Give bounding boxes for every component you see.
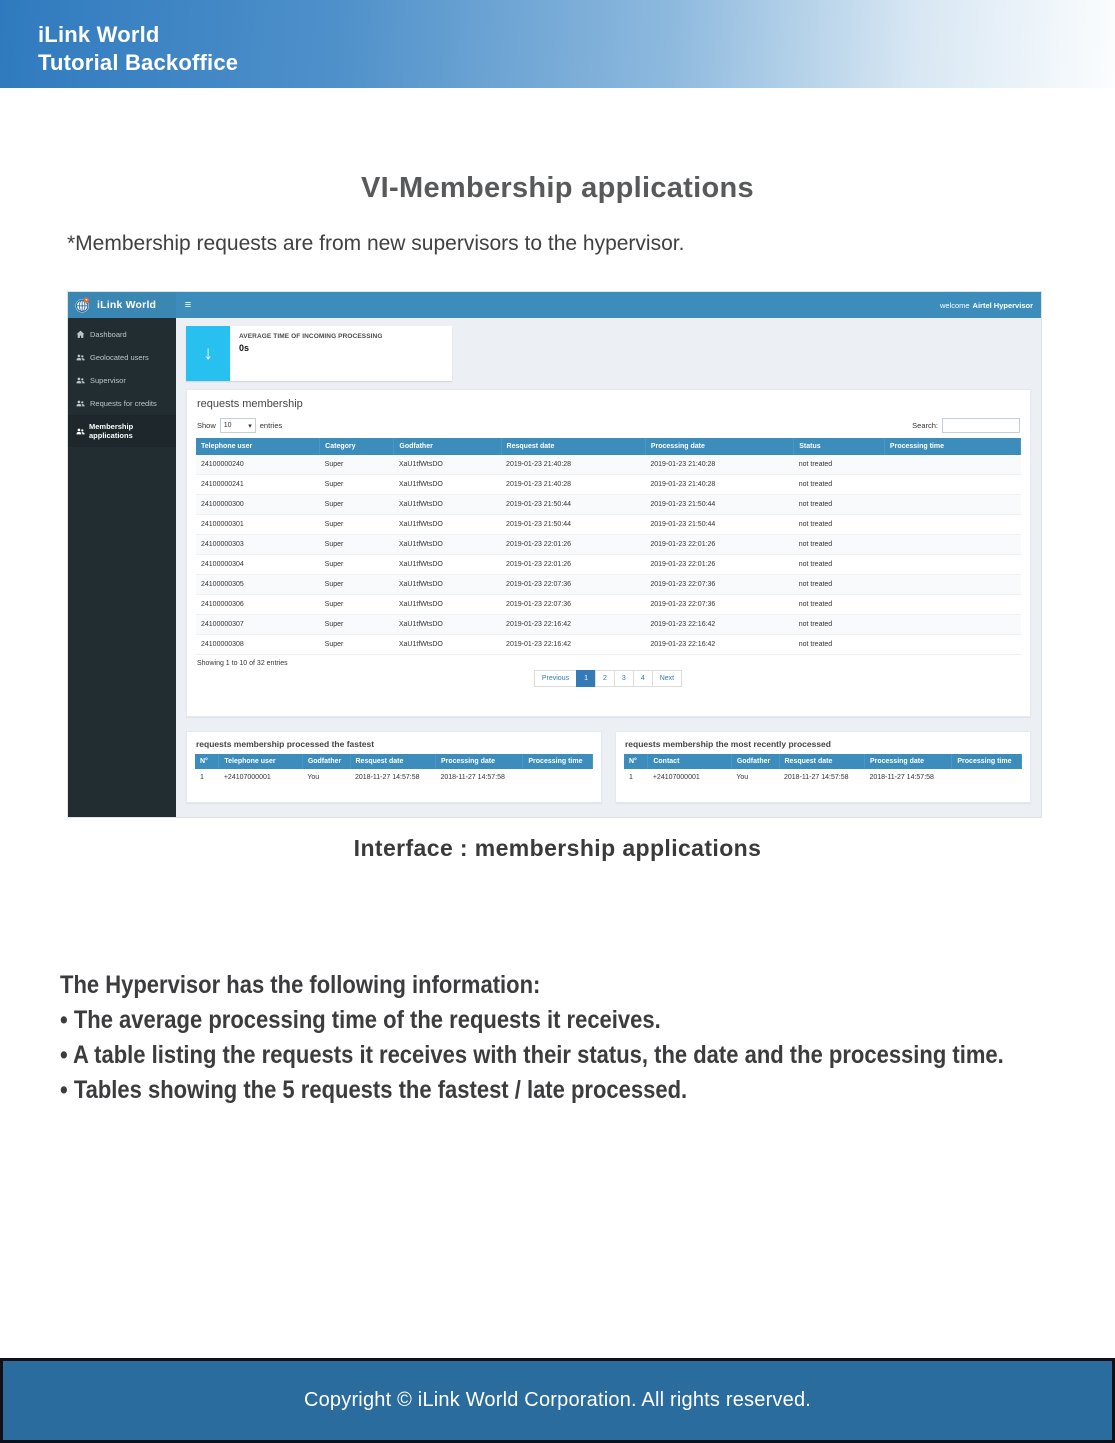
document-header	[0, 0, 1115, 88]
table-cell: 2019-01-23 21:40:28	[645, 455, 793, 475]
page-button-next[interactable]: Next	[652, 670, 682, 687]
table-body	[195, 769, 593, 786]
table-cell: XaU1tfWtsDO	[394, 535, 501, 555]
table-cell: XaU1tfWtsDO	[394, 515, 501, 535]
table-cell: Super	[320, 535, 394, 555]
table-header-row	[196, 438, 1021, 455]
table-cell: not treated	[794, 515, 885, 535]
table-cell: 2019-01-23 21:50:44	[645, 495, 793, 515]
app-body	[68, 318, 1041, 817]
entries-label: entries	[259, 421, 283, 430]
header-title-line1: iLink World	[38, 22, 160, 47]
table-cell: 2019-01-23 21:40:28	[645, 475, 793, 495]
table-cell	[884, 595, 1020, 615]
table-cell	[884, 615, 1020, 635]
page-length-value: 10	[223, 422, 232, 429]
screenshot-caption: Interface : membership applications	[353, 835, 762, 861]
table-cell: XaU1tfWtsDO	[394, 615, 501, 635]
table-cell	[884, 535, 1020, 555]
table-cell: not treated	[794, 475, 885, 495]
welcome-prefix: welcome	[939, 300, 970, 310]
table-body	[624, 769, 1022, 786]
table-cell: 2019-01-23 22:16:42	[645, 635, 793, 655]
app-topbar	[68, 292, 1041, 318]
table-head	[195, 754, 593, 769]
table-row	[196, 515, 1021, 535]
body-bullet-1: • The average processing time of the requests it receives.	[60, 1006, 661, 1034]
table-row	[196, 575, 1021, 595]
column-header[interactable]: Godfather	[731, 754, 779, 769]
body-intro: The Hypervisor has the following information:	[60, 971, 541, 999]
column-header[interactable]: Status	[794, 438, 885, 455]
recent-panel-title: requests membership the most recently processed	[625, 739, 831, 749]
table-cell: 2019-01-23 22:16:42	[501, 615, 645, 635]
table-cell: XaU1tfWtsDO	[394, 575, 501, 595]
table-head	[196, 438, 1021, 455]
table-cell: 2019-01-23 22:07:36	[501, 575, 645, 595]
sidebar-item-label: Membership applications	[89, 422, 134, 440]
users-icon	[76, 399, 86, 408]
table-cell: Super	[320, 635, 394, 655]
search-control	[912, 418, 1020, 433]
table-cell: not treated	[794, 495, 885, 515]
table-controls	[187, 416, 1030, 438]
topbar-spacer	[200, 292, 940, 318]
table-row	[196, 595, 1021, 615]
pagination	[535, 670, 682, 687]
table-cell: 2019-01-23 21:50:44	[501, 495, 645, 515]
requests-membership-panel	[186, 389, 1031, 717]
sidebar-menu	[68, 323, 176, 447]
table-cell: 2018-11-27 14:57:58	[440, 774, 505, 781]
table-cell: 24100000307	[196, 615, 320, 635]
table-cell: You	[736, 774, 749, 781]
infobox-text	[230, 326, 392, 381]
sidebar-item-label: Requests for credits	[90, 399, 157, 408]
table-cell	[884, 455, 1020, 475]
table-row	[624, 769, 1022, 786]
column-header[interactable]: Contact	[648, 754, 731, 769]
column-header[interactable]: Processing time	[884, 438, 1020, 455]
column-header[interactable]: Godfather	[394, 438, 501, 455]
table-cell	[523, 769, 593, 786]
table-cell	[884, 495, 1020, 515]
table-cell	[884, 575, 1020, 595]
table-cell: Super	[320, 555, 394, 575]
users-icon	[76, 376, 86, 385]
column-header[interactable]: Processing date	[645, 438, 793, 455]
table-cell: Super	[320, 615, 394, 635]
fastest-processed-table	[195, 754, 593, 786]
sidebar	[68, 318, 176, 817]
table-cell: 24100000308	[196, 635, 320, 655]
table-cell: Super	[320, 515, 394, 535]
welcome-user[interactable]	[940, 292, 1041, 318]
home-icon	[76, 330, 86, 339]
table-cell: 2019-01-23 21:40:28	[501, 455, 645, 475]
page-subtitle: *Membership requests are from new supervisors to the hypervisor.	[67, 232, 685, 255]
column-header[interactable]: Resquest date	[350, 754, 435, 769]
column-header[interactable]: Processing time	[523, 754, 593, 769]
recently-processed-table	[624, 754, 1022, 786]
sidebar-item-membership-applications[interactable]	[68, 415, 176, 447]
main-content	[176, 318, 1041, 817]
fastest-panel-title: requests membership processed the fastest	[196, 739, 375, 749]
table-head	[624, 754, 1022, 769]
table-cell: not treated	[794, 595, 885, 615]
table-cell: 2019-01-23 22:07:36	[645, 575, 793, 595]
table-cell: You	[307, 774, 320, 781]
table-cell	[884, 475, 1020, 495]
show-entries-control	[197, 418, 282, 433]
table-cell: 24100000304	[196, 555, 320, 575]
table-row	[196, 475, 1021, 495]
sidebar-item-label: Dashboard	[90, 330, 127, 339]
requests-membership-table	[196, 438, 1021, 655]
column-header[interactable]: Resquest date	[779, 754, 864, 769]
table-cell	[952, 769, 1022, 786]
page-title: VI-Membership applications	[361, 172, 754, 204]
average-time-infobox	[186, 326, 452, 381]
page-button-1[interactable]: 1	[576, 670, 596, 687]
fastest-processed-panel	[186, 731, 602, 803]
table-cell: 2018-11-27 14:57:58	[784, 774, 849, 781]
table-cell: Super	[320, 595, 394, 615]
table-cell: 2019-01-23 21:50:44	[645, 515, 793, 535]
table-cell: 24100000240	[196, 455, 320, 475]
bottom-panels-row	[186, 731, 1031, 803]
table-body	[196, 455, 1021, 655]
table-cell: +24107000001	[652, 774, 700, 781]
search-input[interactable]	[942, 418, 1020, 433]
table-row	[196, 555, 1021, 575]
table-row	[196, 635, 1021, 655]
infobox-label: AVERAGE TIME OF INCOMING PROCESSING	[239, 333, 383, 340]
table-cell: 2019-01-23 22:01:26	[645, 555, 793, 575]
page-length-select[interactable]	[220, 418, 256, 433]
column-header[interactable]: N°	[195, 754, 219, 769]
panel-title: requests membership	[197, 398, 303, 410]
users-icon	[76, 427, 85, 436]
body-text	[60, 968, 1090, 1108]
table-cell: not treated	[794, 455, 885, 475]
column-header[interactable]: Resquest date	[501, 438, 645, 455]
backoffice-screenshot	[67, 291, 1042, 818]
table-row	[196, 455, 1021, 475]
show-label: Show	[197, 421, 216, 430]
body-bullet-2: • A table listing the requests it receives with their status, the date and the processing time.	[60, 1041, 1004, 1069]
table-cell: Super	[320, 475, 394, 495]
table-cell: 2019-01-23 22:07:36	[501, 595, 645, 615]
table-row	[196, 495, 1021, 515]
table-cell: not treated	[794, 535, 885, 555]
table-cell: 24100000300	[196, 495, 320, 515]
table-cell: not treated	[794, 615, 885, 635]
page-button-2[interactable]: 2	[595, 670, 615, 687]
recently-processed-panel	[615, 731, 1031, 803]
table-cell: not treated	[794, 555, 885, 575]
table-cell: 2018-11-27 14:57:58	[355, 774, 420, 781]
table-cell: 2019-01-23 22:07:36	[645, 595, 793, 615]
table-cell: Super	[320, 575, 394, 595]
app-brand[interactable]	[68, 292, 176, 318]
table-cell	[884, 555, 1020, 575]
table-cell: 2019-01-23 21:50:44	[501, 515, 645, 535]
table-cell: 2018-11-27 14:57:58	[869, 774, 934, 781]
sidebar-item-label: Geolocated users	[90, 353, 149, 362]
table-cell: Super	[320, 495, 394, 515]
sidebar-item-supervisor[interactable]	[68, 369, 176, 392]
table-row	[195, 769, 593, 786]
body-bullet-3: • Tables showing the 5 requests the fastest / late processed.	[60, 1076, 688, 1104]
infobox-value: 0s	[239, 343, 250, 353]
column-header[interactable]: Telephone user	[219, 754, 302, 769]
column-header[interactable]: Godfather	[302, 754, 350, 769]
column-header[interactable]: Processing date	[864, 754, 951, 769]
sidebar-item-geolocated-users[interactable]	[68, 346, 176, 369]
page-button-3[interactable]: 3	[614, 670, 634, 687]
table-cell: not treated	[794, 575, 885, 595]
table-cell: 24100000306	[196, 595, 320, 615]
table-cell: XaU1tfWtsDO	[394, 475, 501, 495]
table-cell: 2019-01-23 22:01:26	[645, 535, 793, 555]
sidebar-item-requests-for-credits[interactable]	[68, 392, 176, 415]
table-cell: 24100000301	[196, 515, 320, 535]
table-cell: 2019-01-23 21:40:28	[501, 475, 645, 495]
column-header[interactable]: Processing time	[952, 754, 1022, 769]
column-header[interactable]: N°	[624, 754, 648, 769]
search-label: Search:	[912, 421, 938, 430]
copyright-text: Copyright © iLink World Corporation. All rights reserved.	[303, 1389, 812, 1411]
app-brand-name: iLink World	[97, 299, 157, 311]
table-cell: XaU1tfWtsDO	[394, 555, 501, 575]
users-icon	[76, 353, 86, 362]
table-cell: XaU1tfWtsDO	[394, 495, 501, 515]
table-cell: XaU1tfWtsDO	[394, 455, 501, 475]
table-cell	[884, 635, 1020, 655]
app-logo-icon	[74, 296, 92, 314]
table-row	[196, 535, 1021, 555]
sidebar-item-dashboard[interactable]	[68, 323, 176, 346]
column-header[interactable]: Processing date	[435, 754, 522, 769]
table-cell: 2019-01-23 22:01:26	[501, 535, 645, 555]
table-cell: 24100000303	[196, 535, 320, 555]
welcome-username: Airtel Hypervisor	[972, 300, 1033, 310]
column-header[interactable]: Telephone user	[196, 438, 320, 455]
table-cell: 2019-01-23 22:16:42	[501, 635, 645, 655]
down-arrow-icon: ↓	[186, 326, 230, 381]
table-cell: Super	[320, 455, 394, 475]
page-button-previous[interactable]: Previous	[534, 670, 577, 687]
select-caret-icon: ▾	[248, 422, 252, 430]
table-cell	[884, 515, 1020, 535]
header-title-line2: Tutorial Backoffice	[38, 50, 239, 75]
table-cell: not treated	[794, 635, 885, 655]
entries-summary: Showing 1 to 10 of 32 entries	[197, 660, 288, 667]
sidebar-item-label: Supervisor	[90, 376, 126, 385]
table-cell: XaU1tfWtsDO	[394, 635, 501, 655]
table-header-row	[195, 754, 593, 769]
table-footer	[187, 655, 1030, 687]
table-cell: 2019-01-23 22:01:26	[501, 555, 645, 575]
table-row	[196, 615, 1021, 635]
table-cell: 24100000305	[196, 575, 320, 595]
hamburger-menu-icon[interactable]: ≡	[184, 299, 192, 311]
page-button-4[interactable]: 4	[633, 670, 653, 687]
table-cell: 1	[629, 774, 633, 781]
pagination-wrap	[197, 670, 1020, 687]
table-cell: +24107000001	[223, 774, 271, 781]
table-cell: 24100000241	[196, 475, 320, 495]
column-header[interactable]: Category	[320, 438, 394, 455]
table-cell: 2019-01-23 22:16:42	[645, 615, 793, 635]
table-cell: 1	[200, 774, 204, 781]
document-footer	[0, 1358, 1115, 1443]
table-cell: XaU1tfWtsDO	[394, 595, 501, 615]
table-header-row	[624, 754, 1022, 769]
